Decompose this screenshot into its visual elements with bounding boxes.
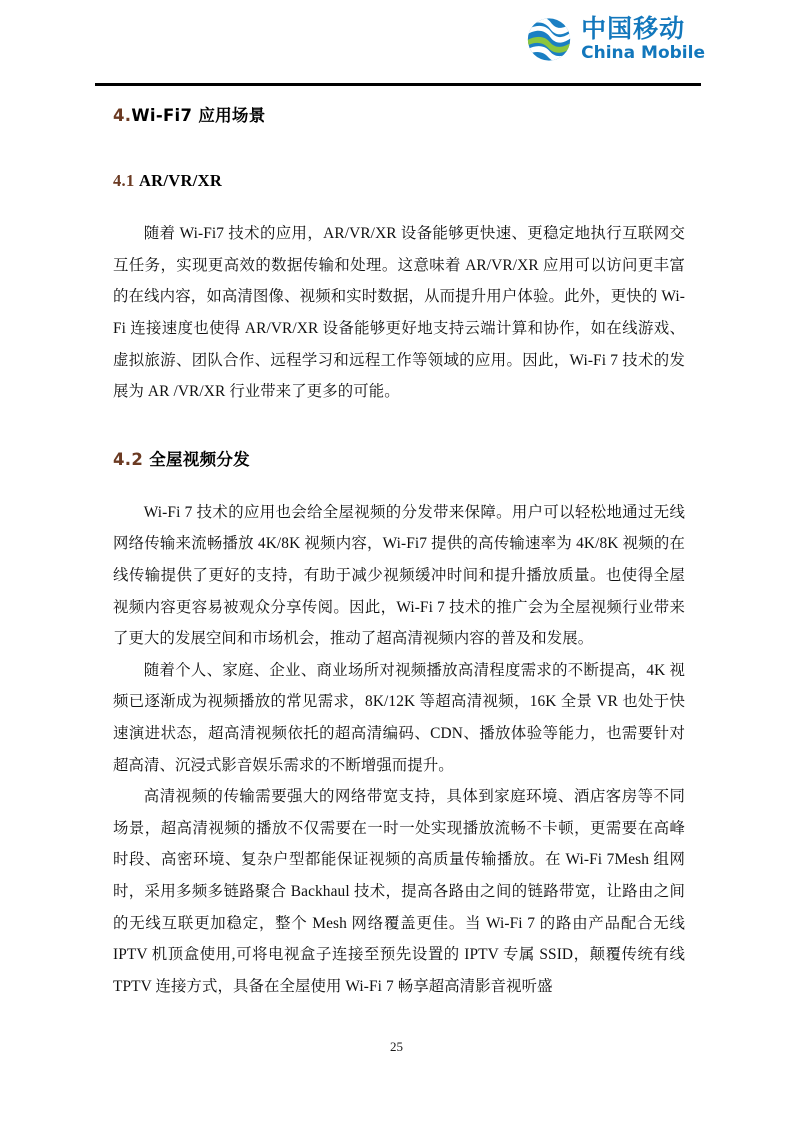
page-number: 25 <box>390 1039 403 1054</box>
section-heading-4-1-number: 4.1 <box>113 171 135 191</box>
document-content <box>113 104 685 1002</box>
page-header <box>0 0 793 96</box>
section-heading-4-text: Wi-Fi7 应用场景 <box>131 106 266 125</box>
spacer <box>113 471 685 497</box>
paragraph-ar-vr-xr: 随着 Wi-Fi7 技术的应用，AR/VR/XR 设备能够更快速、更稳定地执行互联网交互任务，实现更高效的数据传输和处理。这意味着 AR/VR/XR 应用可以访问更丰富的在线内容，如高清图像、视频和实时数据，从而提升用户体验。此外，更快的 Wi-Fi 连接速度也使得 AR/VR/XR 设备能够更好地支持云端计算和协作，如在线游戏、虚拟旅游、团队合作、远程学习和远程工作等领域的应用。因此，Wi-Fi 7 技术的发展为 AR /VR/XR 行业带来了更多的可能。 <box>113 225 685 401</box>
section-heading-4-2-number: 4.2 <box>113 449 144 469</box>
logo-english-text: China Mobile <box>581 42 705 63</box>
logo-wordmark <box>581 16 705 62</box>
paragraph-mesh-backhaul: 高清视频的传输需要强大的网络带宽支持，具体到家庭环境、酒店客房等不同场景，超高清视频的播放不仅需要在一时一处实现播放流畅不卡顿，更需要在高峰时段、高密环境、复杂户型都能保证视频的高质量传输播放。在 Wi-Fi 7Mesh 组网时，采用多频多链路聚合 Backhaul 技术，提高各路由之间的链路带宽，让路由之间的无线互联更加稳定，整个 Mesh 网络覆盖更佳。当 Wi-Fi 7 的路由产品配合无线 IPTV 机顶盒使用,可将电视盒子连接至预先设置的 IPTV 专属 SSID，颠覆传统有线 TPTV 连接方式，具备在全屋使用 Wi-Fi 7 畅享超高清影音视听盛 <box>113 788 685 995</box>
section-heading-4-1-text: AR/VR/XR <box>138 171 223 191</box>
china-mobile-logo-icon <box>526 16 572 63</box>
header-divider-rule <box>95 83 701 86</box>
spacer <box>113 192 685 218</box>
page-footer <box>0 1038 793 1056</box>
paragraph-whole-home-video: Wi-Fi 7 技术的应用也会给全屋视频的分发带来保障。用户可以轻松地通过无线网络传输来流畅播放 4K/8K 视频内容，Wi-Fi7 提供的高传输速率为 4K/8K 视频的在线传输提供了更好的支持，有助于减少视频缓冲时间和提升播放质量。也使得全屋视频内容更容易被观众分享传阅。因此，Wi-Fi 7 技术的推广会为全屋视频行业带来了更大的发展空间和市场机会，推动了超高清视频内容的普及和发展。 <box>113 503 685 648</box>
china-mobile-logo <box>526 16 705 63</box>
section-heading-4-1 <box>113 169 685 192</box>
section-heading-4-2-text: 全屋视频分发 <box>149 449 250 469</box>
paragraph-uhd-demand: 随着个人、家庭、企业、商业场所对视频播放高清程度需求的不断提高，4K 视频已逐渐成为视频播放的常见需求，8K/12K 等超高清视频，16K 全景 VR 也处于快速演进状态，超高清视频依托的超高清编码、CDN、播放体验等能力，也需要针对超高清、沉浸式影音娱乐需求的不断增强而提升。 <box>113 661 685 774</box>
spacer <box>113 127 685 169</box>
logo-chinese-text: 中国移动 <box>581 14 686 44</box>
section-heading-4-number: 4. <box>113 106 132 125</box>
spacer <box>113 408 685 448</box>
section-heading-4 <box>113 104 685 127</box>
section-heading-4-2 <box>113 448 685 471</box>
